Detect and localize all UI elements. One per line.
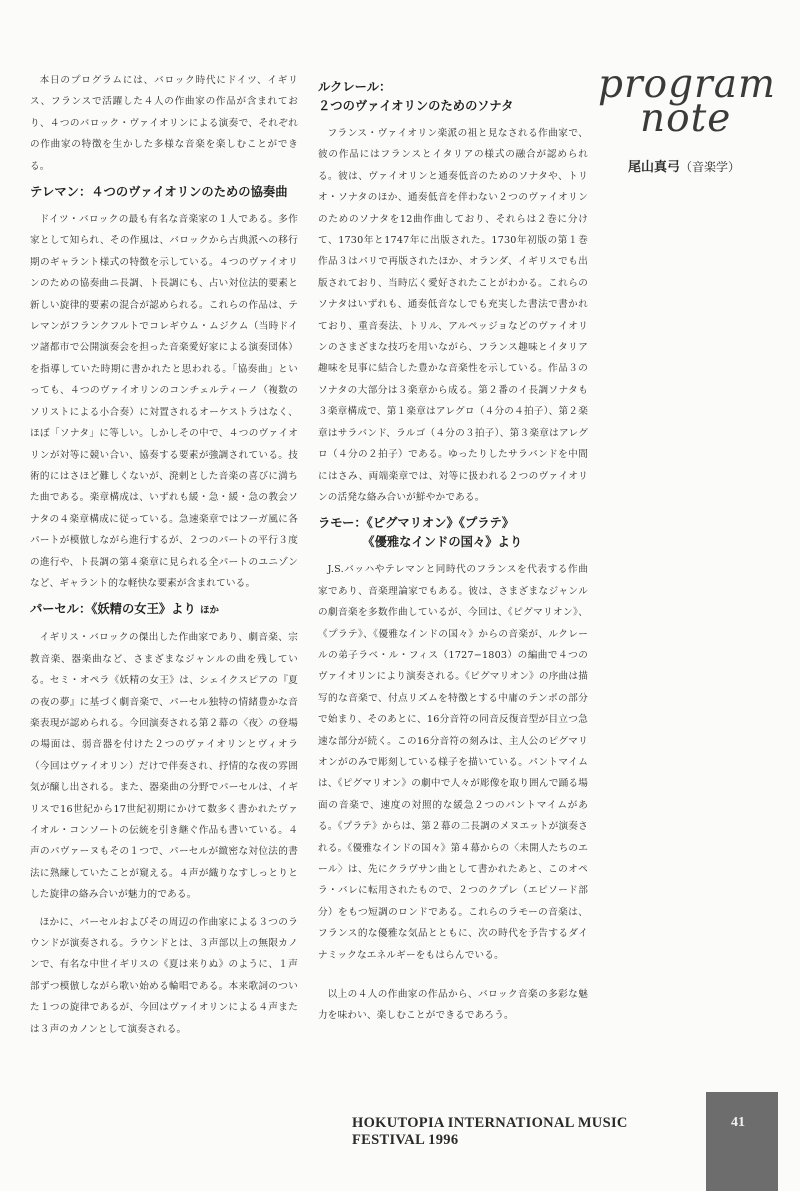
purcell-paragraph-1: イギリス・バロックの傑出した作曲家であり、劇音楽、宗教音楽、器楽曲など、さまざまなジャンルの曲を残している。セミ・オペラ《妖精の女王》は、シェイクスピアの『夏の夜の夢』に基づく劇音楽で、パーセル独特の情緒豊かな音楽表現が認められる。今回演奏される第２幕の〈夜〉の登場の場面は、弱音器を付けた２つのヴァイオリンとヴィオラ（今回はヴァイオリン）だけで伴奏され、抒情的な夜の雰囲気が醸し出される。また、器楽曲の分野でパーセルは、イギリスで16世紀から17世紀初期にかけて数多く書かれたヴァイオル・コンソートの伝統を引き継ぐ作品も書いている。４声のパヴァーヌもその１つで、パーセルが緻密な対位法的書法に熟練していたことが窺える。４声が織りなすしっとりとした旋律の絡み合いが魅力的である。 <box>30 632 298 901</box>
rameau-heading-line2: 《優雅なインドの国々》より <box>362 535 523 550</box>
leclair-heading <box>318 78 588 116</box>
rameau-heading-line1: ラモー：《ピグマリオン》《プラテ》 <box>318 516 515 531</box>
purcell-paragraph-2: ほかに、パーセルおよびその周辺の作曲家による３つのラウンドが演奏される。ラウンドとは、３声部以上の無限カノンで、有名な中世イギリスの《夏は来りぬ》のように、１声部ずつ模倣しながら歌い始める輪唱である。本来歌詞のついた１つの旋律であるが、今回はヴァイオリンによる４声または３声のカノンとして演奏される。 <box>30 916 298 1035</box>
leclair-heading-line1: ルクレール： <box>318 80 392 94</box>
author-name: 尾山真弓 <box>628 160 681 175</box>
page-number: 41 <box>731 1115 745 1130</box>
brand-line-note: note <box>640 96 732 141</box>
telemann-heading: テレマン：４つのヴァイオリンのための協奏曲 <box>30 185 288 200</box>
intro-paragraph: 本日のプログラムには、バロック時代にドイツ、イギリス、フランスで活躍した４人の作曲家の作品が含まれており、４つのバロック・ヴァイオリンによる演奏で、それぞれの作曲家の特徴を生かした多様な音楽を楽しむことができる。 <box>30 75 298 172</box>
author-affiliation: （音楽学） <box>680 160 741 174</box>
closing-paragraph: 以上の４人の作曲家の作品から、バロック音楽の多彩な魅力を味わい、楽しむことができるであろう。 <box>318 989 588 1022</box>
purcell-heading <box>30 600 298 620</box>
rameau-paragraph: J.S.バッハやテレマンと同時代のフランスを代表する作曲家であり、音楽理論家でもある。彼は、さまざまなジャンルの劇音楽を多数作曲しているが、今回は、《ピグマリオン》、《プラテ》、《優雅なインドの国々》からの音楽が、ルクレールの弟子ラベ・ル・フィス（1727−1803）の編曲で４つのヴァイオリンにより演奏される。《ピグマリオン》の序曲は描写的な音楽で、付点リズムを特徴とする中庸のテンポの部分で始まり、そのあとに、16分音符の同音反復音型が目立つ急速な部分が続く。この16分音符の刻みは、主人公のピグマリオンがのみで彫刻している様子を描いている。パントマイムは、《ピグマリオン》の劇中で人々が彫像を取り囲んで踊る場面の音楽で、速度の対照的な緩急２つのパントマイムがある。《プラテ》からは、第２幕の二長調のメヌエットが演奏される。《優雅なインドの国々》第４幕からの〈未開人たちのエール〉は、先にクラヴサン曲として書かれたあと、このオペラ・バレに転用されたもので、２つのクプレ（エピソード部分）をもつ短調のロンドである。これらのラモーの音楽は、フランス的な優雅な気品とともに、次の時代を予告するダイナミックなエネルギーをもはらんでいる。 <box>318 564 588 961</box>
middle-column <box>318 70 588 1033</box>
brand-line-program: program <box>598 62 776 107</box>
festival-footer-title: HOKUTOPIA INTERNATIONAL MUSIC FESTIVAL 1996 <box>352 1115 628 1148</box>
left-column <box>30 70 298 1046</box>
rameau-heading <box>318 514 588 552</box>
telemann-paragraph: ドイツ・バロックの最も有名な音楽家の１人である。多作家として知られ、その作風は、バロックから古典派への移行期のギャラント様式の特徴を示している。４つのヴァイオリンのための協奏曲ニ長調、ト長調にも、占い対位法的要素と新しい旋律的要素の混合が認められる。これらの作品は、テレマンがフランクフルトでコレギウム・ムジクム（当時ドイツ諸都市で公開演奏会を担った音楽愛好家による演奏団体）を指導していた時期に書かれたと思われる。「協奏曲」といっても、４つのヴァイオリンのコンチェルティーノ（複数のソリストによる小合奏）に対置されるオーケストラはなく、ほぼ「ソナタ」に等しい。しかしその中で、４つのヴァイオリンが対等に競い合い、協奏する要素が強調されている。技術的にはさほど難しくないが、溌剌とした音楽の喜びに満ちた曲である。楽章構成は、いずれも緩・急・緩・急の教会ソナタの４楽章構成に従っている。急速楽章ではフーガ風に各パートが模倣しながら進行するが、２つのパートの平行３度の進行や、ト長調の第４楽章に見られる全パートのユニゾンなど、ギャラント的な軽快な要素が含まれている。 <box>30 214 298 589</box>
program-note-logo <box>598 62 778 141</box>
leclair-heading-line2: ２つのヴァイオリンのためのソナタ <box>318 99 514 113</box>
page-number-tab <box>706 1092 778 1191</box>
author-byline <box>628 156 740 175</box>
leclair-paragraph: フランス・ヴァイオリン楽派の祖と見なされる作曲家で、彼の作品にはフランスとイタリアの様式の融合が認められる。彼は、ヴァイオリンと通奏低音のためのソナタや、トリオ・ソナタのほか、通奏低音を伴わない２つのヴァイオリンのためのソナタを12曲作曲しており、それらは２巻に分けて、1730年と1747年に出版された。1730年初版の第１巻作品３はパリで再版されたほか、オランダ、イギリスでも出版されており、当時広く愛好されたことがわかる。これらのソナタはいずれも、通奏低音なしでも充実した書法で書かれており、重音奏法、トリル、アルペッジョなどのヴァイオリンのさまざまな技巧を用いながら、フランス趣味とイタリア趣味を見事に結合した豊かな音楽性を示している。作品３のソナタの大部分は３楽章から成る。第２番のイ長調ソナタも３楽章構成で、第１楽章はアレグロ（４分の４拍子）、第２楽章はサラバンド、ラルゴ（４分の３拍子）、第３楽章はアレグロ（４分の２拍子）である。ゆったりしたサラバンドを中間にはさみ、両端楽章では、対等に扱われる２つのヴァイオリンの活発な絡み合いが鮮やかである。 <box>318 128 588 503</box>
purcell-heading-suffix: ほか <box>200 605 220 617</box>
purcell-heading-text: パーセル：《妖精の女王》より <box>30 602 196 617</box>
